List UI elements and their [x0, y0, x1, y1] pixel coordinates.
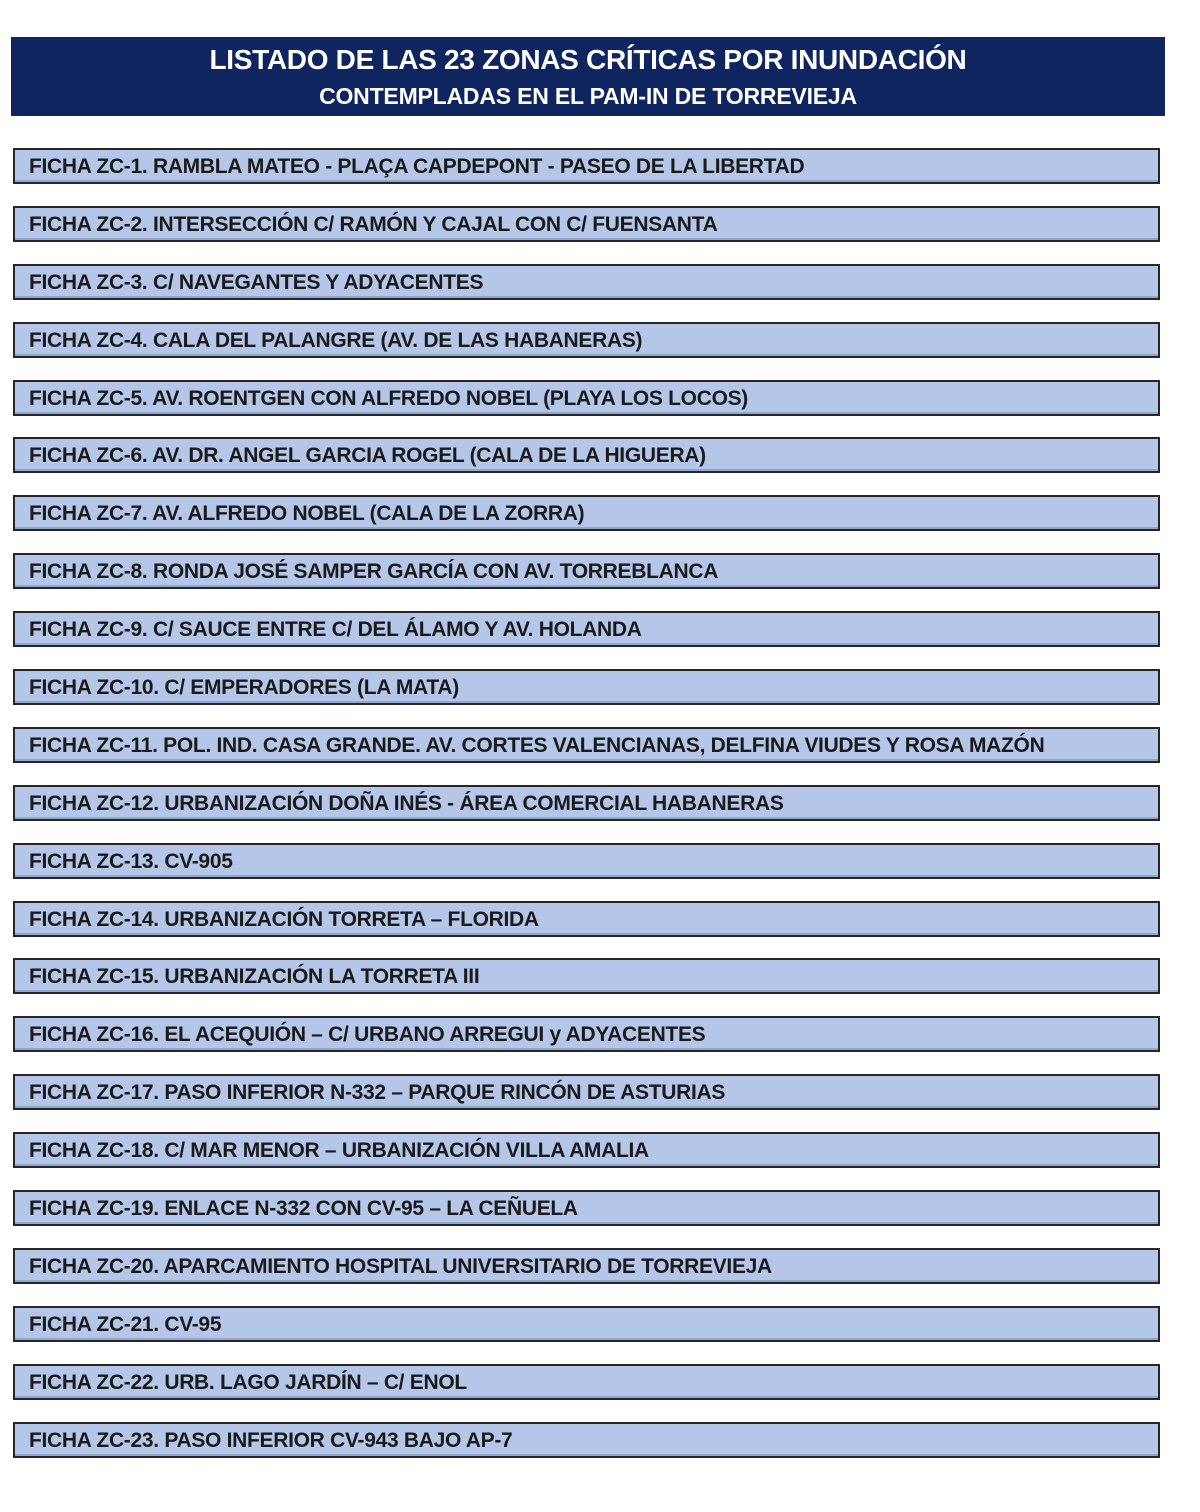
zonas-list	[13, 148, 1160, 1479]
ficha-label: FICHA ZC-1. RAMBLA MATEO - PLAÇA CAPDEPONT - PASEO DE LA LIBERTAD	[29, 155, 805, 178]
ficha-zc-5	[13, 380, 1160, 416]
ficha-label: FICHA ZC-11. POL. IND. CASA GRANDE. AV. CORTES VALENCIANAS, DELFINA VIUDES Y ROSA MAZÓN	[29, 733, 1045, 757]
ficha-label: FICHA ZC-2. INTERSECCIÓN C/ RAMÓN Y CAJAL CON C/ FUENSANTA	[29, 212, 718, 236]
ficha-zc-3	[13, 264, 1160, 300]
ficha-label: FICHA ZC-18. C/ MAR MENOR – URBANIZACIÓN VILLA AMALIA	[29, 1139, 649, 1163]
ficha-label: FICHA ZC-16. EL ACEQUIÓN – C/ URBANO ARREGUI y ADYACENTES	[29, 1023, 706, 1047]
ficha-zc-10	[13, 669, 1160, 705]
ficha-zc-17	[13, 1074, 1160, 1110]
ficha-label: FICHA ZC-17. PASO INFERIOR N-332 – PARQUE RINCÓN DE ASTURIAS	[29, 1081, 726, 1105]
ficha-zc-15	[13, 958, 1160, 994]
ficha-label: FICHA ZC-23. PASO INFERIOR CV-943 BAJO AP-7	[29, 1428, 513, 1452]
title-banner	[11, 37, 1165, 116]
ficha-zc-11	[13, 727, 1160, 763]
ficha-label: FICHA ZC-19. ENLACE N-332 CON CV-95 – LA CEÑUELA	[29, 1197, 578, 1221]
ficha-zc-16	[13, 1016, 1160, 1052]
ficha-label: FICHA ZC-5. AV. ROENTGEN CON ALFREDO NOBEL (PLAYA LOS LOCOS)	[29, 386, 749, 410]
ficha-zc-23	[13, 1422, 1160, 1458]
ficha-zc-21	[13, 1306, 1160, 1342]
title-line-2: CONTEMPLADAS EN EL PAM-IN DE TORREVIEJA	[319, 83, 857, 109]
ficha-label: FICHA ZC-3. C/ NAVEGANTES Y ADYACENTES	[29, 270, 484, 294]
ficha-zc-12	[13, 785, 1160, 821]
ficha-zc-7	[13, 495, 1160, 531]
ficha-zc-6	[13, 437, 1160, 473]
ficha-label: FICHA ZC-22. URB. LAGO JARDÍN – C/ ENOL	[29, 1370, 467, 1394]
ficha-label: FICHA ZC-10. C/ EMPERADORES (LA MATA)	[29, 676, 459, 700]
ficha-label: FICHA ZC-13. CV-905	[29, 849, 233, 873]
ficha-zc-22	[13, 1364, 1160, 1400]
ficha-zc-19	[13, 1190, 1160, 1226]
ficha-zc-4	[13, 322, 1160, 358]
ficha-label: FICHA ZC-12. URBANIZACIÓN DOÑA INÉS - ÁREA COMERCIAL HABANERAS	[29, 791, 784, 815]
ficha-label: FICHA ZC-8. RONDA JOSÉ SAMPER GARCÍA CON AV. TORREBLANCA	[29, 560, 719, 584]
ficha-label: FICHA ZC-21. CV-95	[29, 1312, 222, 1336]
title-line-1: LISTADO DE LAS 23 ZONAS CRÍTICAS POR INUNDACIÓN	[209, 44, 967, 75]
ficha-zc-9	[13, 611, 1160, 647]
ficha-label: FICHA ZC-14. URBANIZACIÓN TORRETA – FLORIDA	[29, 907, 539, 931]
ficha-zc-18	[13, 1132, 1160, 1168]
ficha-zc-20	[13, 1248, 1160, 1284]
ficha-label: FICHA ZC-15. URBANIZACIÓN LA TORRETA III	[29, 965, 480, 989]
ficha-label: FICHA ZC-9. C/ SAUCE ENTRE C/ DEL ÁLAMO Y AV. HOLANDA	[29, 618, 642, 642]
ficha-zc-2	[13, 206, 1160, 242]
ficha-zc-1	[13, 148, 1160, 184]
ficha-label: FICHA ZC-6. AV. DR. ANGEL GARCIA ROGEL (CALA DE LA HIGUERA)	[29, 444, 706, 468]
ficha-label: FICHA ZC-7. AV. ALFREDO NOBEL (CALA DE LA ZORRA)	[29, 502, 585, 526]
ficha-zc-14	[13, 901, 1160, 937]
ficha-zc-13	[13, 843, 1160, 879]
ficha-label: FICHA ZC-20. APARCAMIENTO HOSPITAL UNIVERSITARIO DE TORREVIEJA	[29, 1254, 772, 1278]
ficha-zc-8	[13, 553, 1160, 589]
ficha-label: FICHA ZC-4. CALA DEL PALANGRE (AV. DE LAS HABANERAS)	[29, 328, 643, 352]
